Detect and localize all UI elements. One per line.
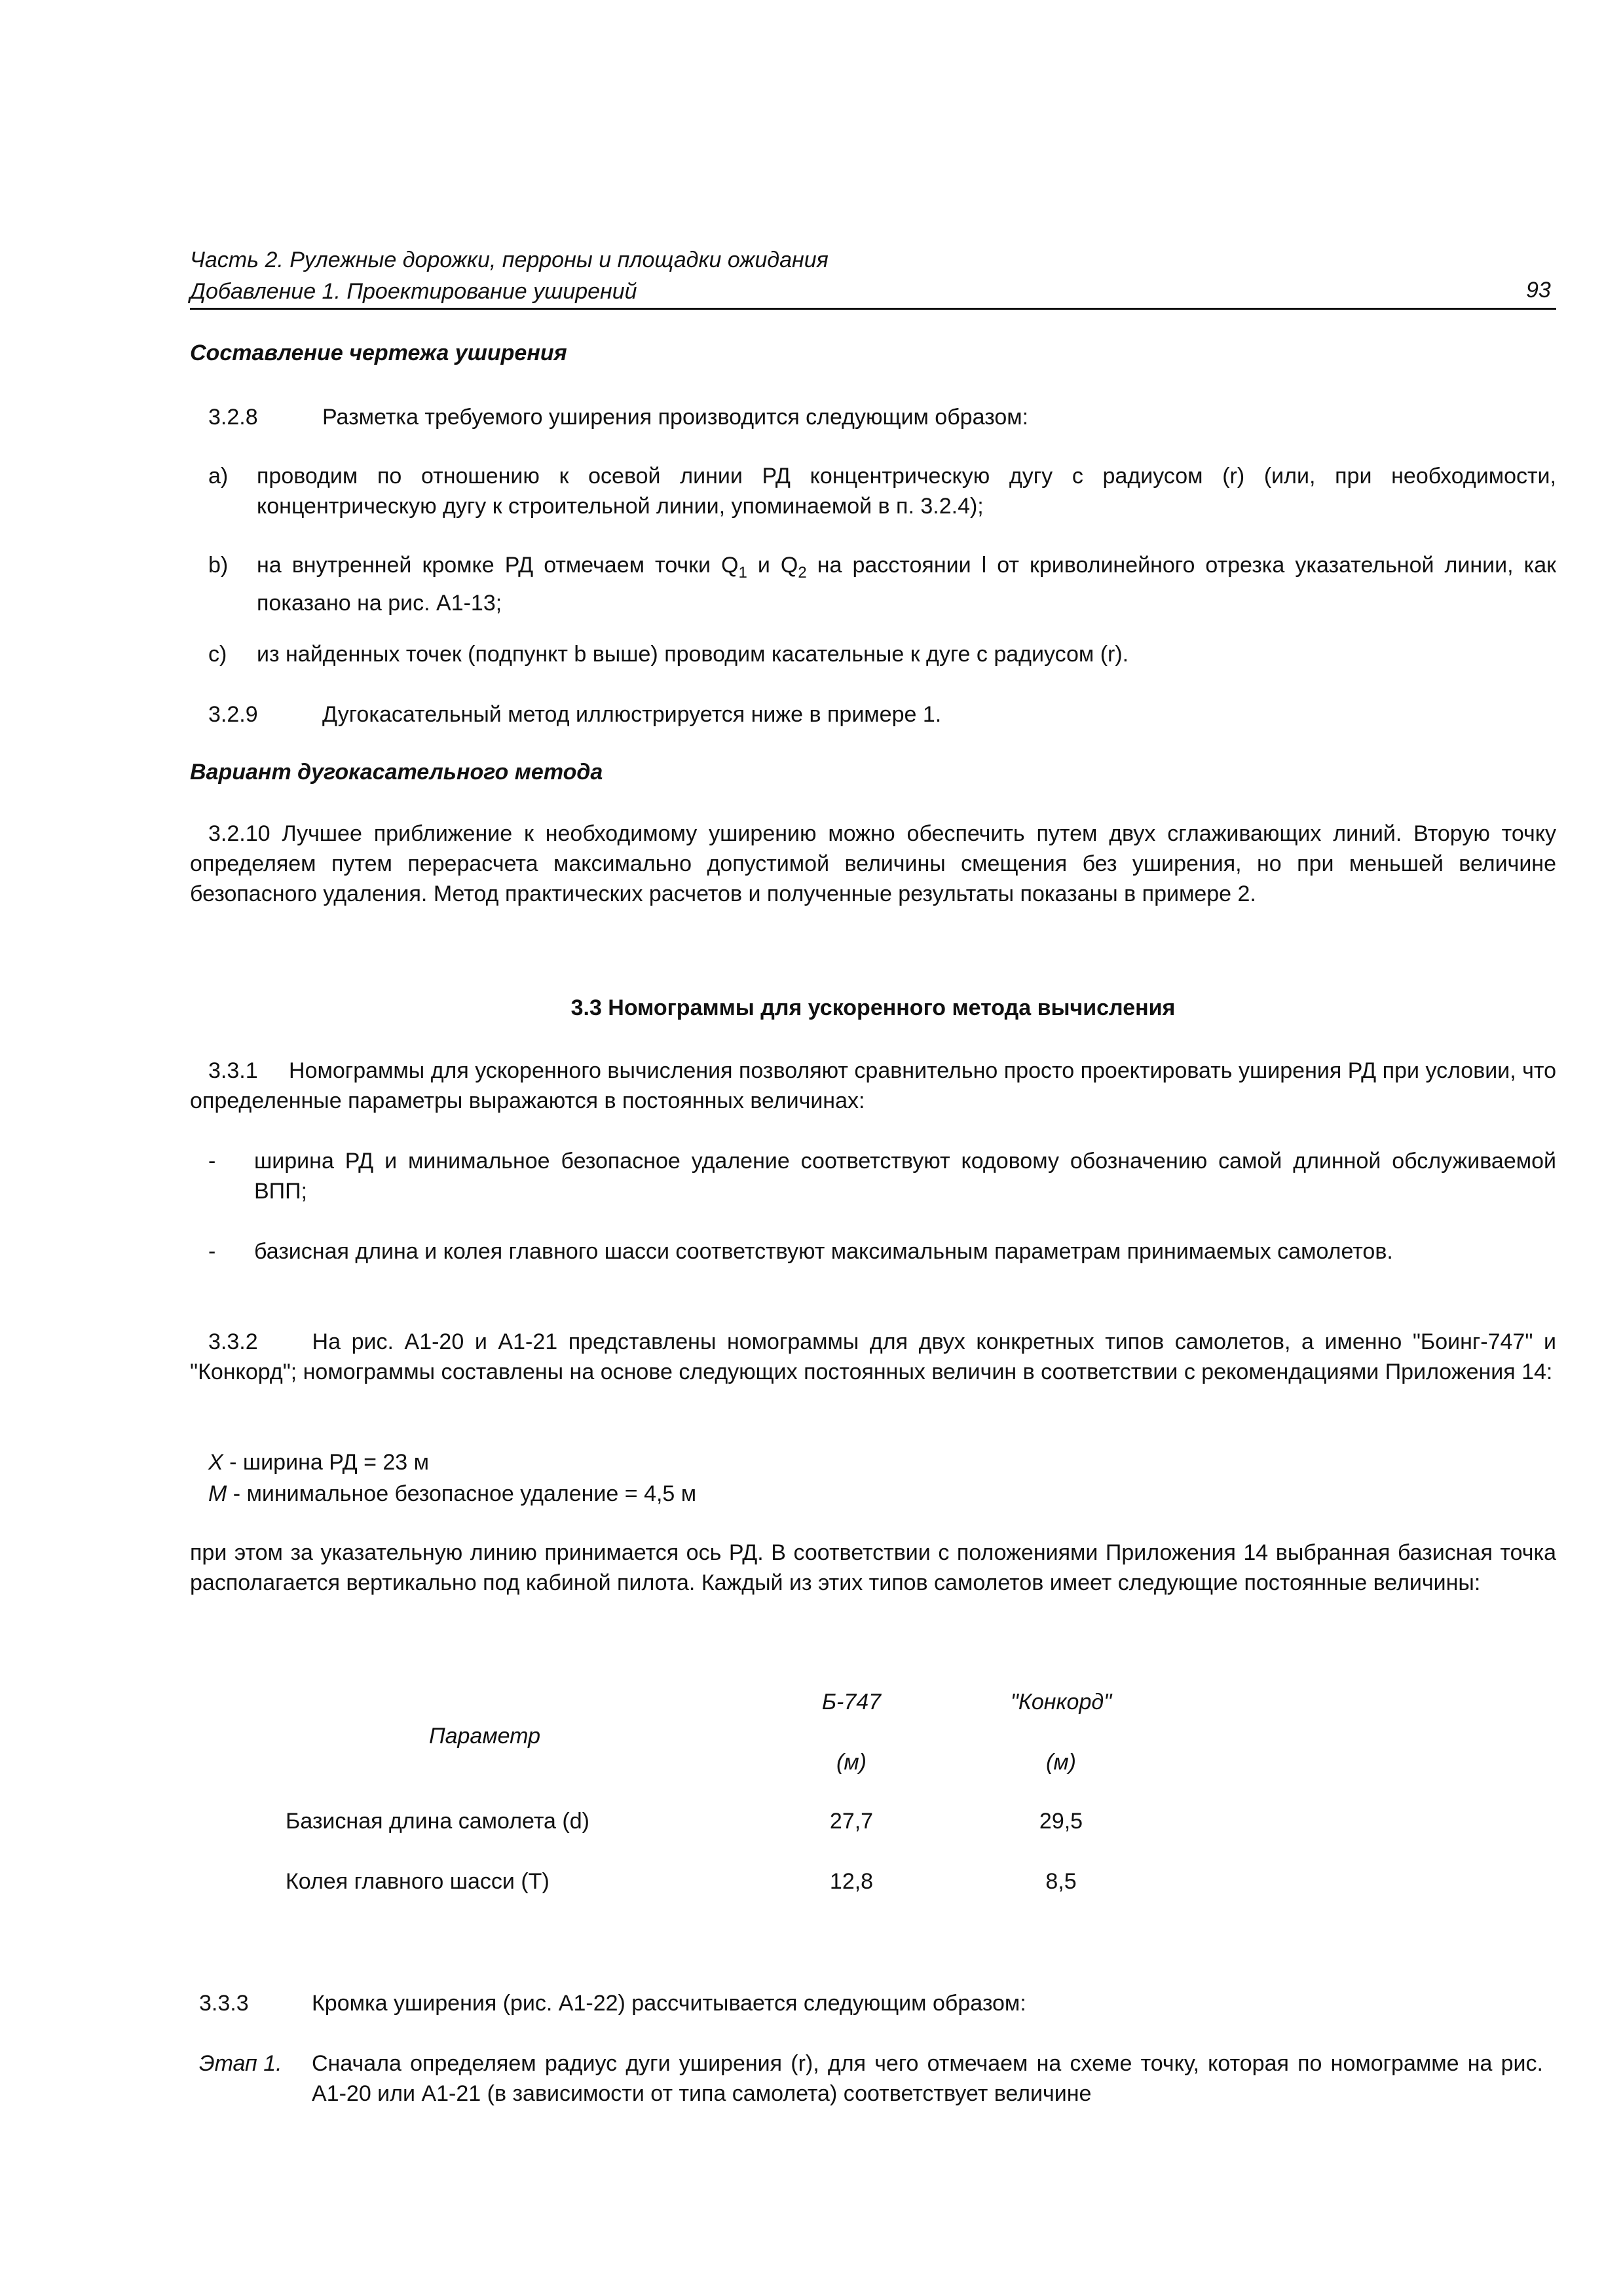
- item-b-label: b): [208, 553, 229, 578]
- header-line-2: Добавление 1. Проектирование уширений: [190, 279, 637, 304]
- item-a-label: a): [208, 464, 229, 489]
- constant-m: [208, 1479, 696, 1509]
- bullet-mark-2: -: [208, 1239, 216, 1264]
- item-b-text: [257, 550, 1556, 618]
- para-after-constants: при этом за указательную линию принимается ось РД. В соответствии с положениями Приложения 14 выбранная базисная точка располагается вертикально под кабиной пилота. Каждый из этих типов самолетов имеет следующие постоянные величины:: [190, 1540, 1556, 1595]
- table-unit-b747: (м): [836, 1750, 867, 1775]
- para-3-2-9-text: Дугокасательный метод иллюстрируется ниже в примере 1.: [322, 702, 942, 727]
- bullet-2-text: базисная длина и колея главного шасси соответствуют максимальным параметрам принимаемых самолетов.: [254, 1239, 1393, 1264]
- table-header-parameter: Параметр: [428, 1724, 541, 1749]
- table-unit-concorde: (м): [1046, 1750, 1076, 1775]
- para-3-2-10: 3.2.10 Лучшее приближение к необходимому уширению можно обеспечить путем двух сглаживающих линий. Вторую точку определяем путем перерасчета максимально допустимой величины смещения без уширения, но при меньшей величине безопасного удаления. Метод практических расчетов и полученные результаты показаны в примере 2.: [190, 821, 1556, 906]
- table-header-concorde: "Конкорд": [1010, 1690, 1112, 1714]
- item-b-part-2: и Q: [747, 553, 798, 578]
- item-b-sub-2: 2: [798, 563, 807, 582]
- header-rule: [190, 308, 1556, 310]
- bullet-mark-1: -: [208, 1149, 216, 1174]
- item-b-part-3: на расстоянии l от криволинейного отрезка указательной линии, как показано на рис. А1-13;: [257, 553, 1556, 616]
- item-c-label: c): [208, 642, 227, 667]
- table-row-2-label: Колея главного шасси (T): [286, 1869, 550, 1894]
- para-3-3-1: 3.3.1 Номограммы для ускоренного вычисления позволяют сравнительно просто проектировать уширения РД при условии, что определенные параметры выражаются в постоянных величинах:: [190, 1058, 1563, 1113]
- item-c-text: из найденных точек (подпункт b выше) проводим касательные к дуге с радиусом (r).: [257, 642, 1129, 667]
- table-row-1-b747: 27,7: [829, 1809, 874, 1834]
- subsection-title-variant: Вариант дугокасательного метода: [190, 760, 603, 785]
- constant-x: [208, 1447, 429, 1477]
- bullet-1-text: ширина РД и минимальное безопасное удаление соответствуют кодовому обозначению самой длинной обслуживаемой ВПП;: [254, 1149, 1556, 1204]
- constant-m-text: - минимальное безопасное удаление = 4,5 м: [227, 1481, 697, 1506]
- stage-1-label: Этап 1.: [199, 2051, 282, 2076]
- para-3-3-3-text: Кромка уширения (рис. А1-22) рассчитывается следующим образом:: [312, 1991, 1026, 2016]
- item-b-part-1: на внутренней кромке РД отмечаем точки Q: [257, 553, 739, 578]
- table-header-b747: Б-747: [821, 1690, 882, 1714]
- subsection-title-drawing: Составление чертежа уширения: [190, 341, 567, 365]
- table-row-2-concorde: 8,5: [1045, 1869, 1077, 1894]
- para-3-2-8-text: Разметка требуемого уширения производится следующим образом:: [322, 405, 1029, 430]
- para-3-2-9-number: 3.2.9: [208, 702, 258, 727]
- constant-x-text: - ширина РД = 23 м: [223, 1450, 430, 1475]
- stage-1-text: Сначала определяем радиус дуги уширения (r), для чего отмечаем на схеме точку, которая по номограмме на рис. А1-20 или А1-21 (в зависимости от типа самолета) соответствует величине: [312, 2051, 1543, 2106]
- header-line-1: Часть 2. Рулежные дорожки, перроны и площадки ожидания: [190, 248, 829, 272]
- constant-m-symbol: M: [208, 1481, 227, 1506]
- table-row-1-concorde: 29,5: [1039, 1809, 1083, 1834]
- page-number: 93: [1526, 278, 1551, 303]
- item-a-text: проводим по отношению к осевой линии РД концентрическую дугу с радиусом (r) (или, при необходимости, концентрическую дугу к строительной линии, упоминаемой в п. 3.2.4);: [257, 464, 1556, 519]
- table-row-2-b747: 12,8: [829, 1869, 874, 1894]
- para-3-2-8-number: 3.2.8: [208, 405, 258, 430]
- para-3-3-2: 3.3.2 На рис. А1-20 и А1-21 представлены номограммы для двух конкретных типов самолетов, а именно "Боинг-747" и "Конкорд"; номограммы составлены на основе следующих постоянных величин в соответствии с рекомендациями Приложения 14:: [190, 1329, 1563, 1384]
- constant-x-symbol: X: [208, 1450, 223, 1475]
- para-3-3-3-number: 3.3.3: [199, 1991, 249, 2016]
- section-3-3-heading: 3.3 Номограммы для ускоренного метода вычисления: [570, 995, 1176, 1020]
- table-row-1-label: Базисная длина самолета (d): [286, 1809, 589, 1834]
- item-b-sub-1: 1: [738, 563, 747, 582]
